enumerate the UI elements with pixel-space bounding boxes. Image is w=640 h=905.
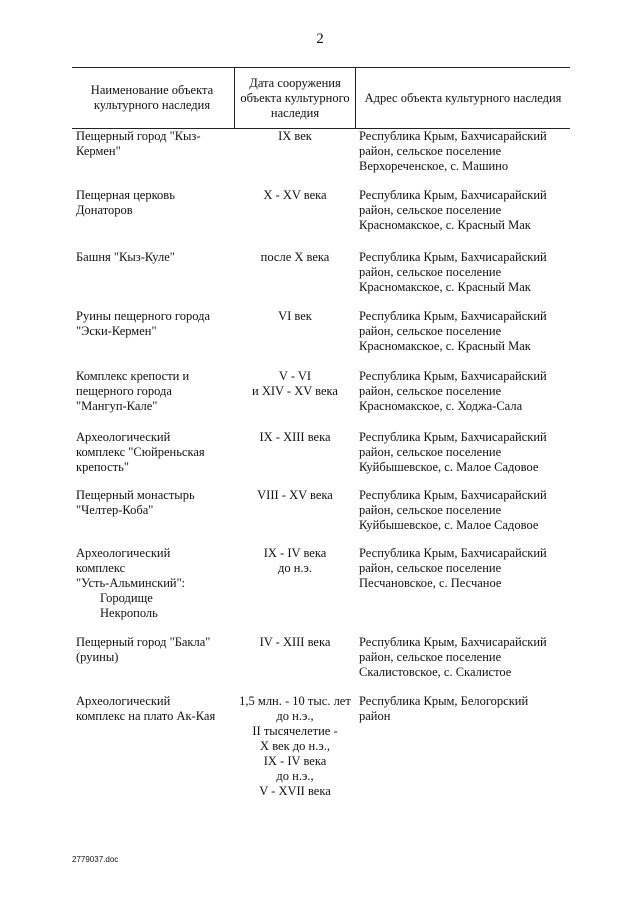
cell-line: Скалистовское, с. Скалистое [359, 665, 512, 679]
document-footer: 2779037.doc [72, 855, 119, 864]
cell-line: X - XV века [263, 188, 327, 202]
construction-date-cell [232, 694, 358, 799]
cell-line: Башня "Кыз-Куле" [76, 250, 175, 264]
cell-line: "Мангуп-Кале" [76, 399, 158, 413]
object-name-cell [76, 635, 226, 665]
construction-date-cell [232, 430, 358, 445]
header-text: Адрес объекта культурного наследия [364, 90, 562, 105]
cell-line: Красномакское, с. Красный Мак [359, 280, 531, 294]
cell-line: Республика Крым, Белогорский [359, 694, 529, 708]
cell-line: Республика Крым, Бахчисарайский [359, 188, 547, 202]
cell-line: пещерного города [76, 384, 172, 398]
address-cell [359, 250, 569, 295]
header-text: Дата сооружения [249, 75, 341, 90]
cell-line: район, сельское поселение [359, 561, 502, 575]
object-name-cell [76, 129, 226, 159]
cell-line: район [359, 709, 391, 723]
header-text: объекта культурного [240, 90, 350, 105]
construction-date-cell [232, 369, 358, 399]
address-cell [359, 694, 569, 724]
cell-line: до н.э. [277, 561, 313, 575]
cell-line: Пещерный город "Бакла" [76, 635, 211, 649]
cell-line: V - VI [278, 369, 312, 383]
cell-line: Археологический [76, 694, 171, 708]
cell-line: Республика Крым, Бахчисарайский [359, 635, 547, 649]
cell-line: 1,5 млн. - 10 тыс. лет [239, 694, 351, 708]
cell-line: VIII - XV века [257, 488, 333, 502]
cell-line: Республика Крым, Бахчисарайский [359, 546, 547, 560]
cell-line: Республика Крым, Бахчисарайский [359, 488, 547, 502]
cell-line: Комплекс крепости и [76, 369, 190, 383]
cell-line: IX - XIII века [259, 430, 331, 444]
cell-line: комплекс "Сюйреньская [76, 445, 205, 459]
cell-line: комплекс на плато Ак-Кая [76, 709, 216, 723]
header-date-column [234, 68, 356, 128]
address-cell [359, 488, 569, 533]
construction-date-cell [232, 488, 358, 503]
cell-line: район, сельское поселение [359, 324, 502, 338]
page-number: 2 [316, 31, 324, 47]
cell-line: Республика Крым, Бахчисарайский [359, 309, 547, 323]
construction-date-cell [232, 546, 358, 576]
header-text: Наименование объекта [90, 83, 214, 97]
cell-line: Донаторов [76, 203, 133, 217]
cell-line: Красномакское, с. Красный Мак [359, 339, 531, 353]
cell-line: район, сельское поселение [359, 445, 502, 459]
cell-line: после X века [260, 250, 330, 264]
address-cell [359, 369, 569, 414]
cell-line: IX - IV века [263, 546, 327, 560]
cell-line: VI век [278, 309, 312, 323]
header-name-column [72, 68, 232, 128]
cell-line: "Эски-Кермен" [76, 324, 157, 338]
cell-line: район, сельское поселение [359, 503, 502, 517]
object-name-cell [76, 309, 226, 339]
object-name-cell [76, 430, 226, 475]
construction-date-cell [232, 309, 358, 324]
cell-line: Красномакское, с. Ходжа-Сала [359, 399, 523, 413]
cell-line: до н.э., [276, 709, 314, 723]
cell-line: район, сельское поселение [359, 650, 502, 664]
construction-date-cell [232, 635, 358, 650]
cell-line: Куйбышевское, с. Малое Садовое [359, 460, 539, 474]
cell-line: IX - IV века [263, 754, 327, 768]
cell-line: Руины пещерного города [76, 309, 211, 323]
address-cell [359, 546, 569, 591]
cell-line: и XIV - XV века [252, 384, 338, 398]
cell-subline: Городище [100, 591, 153, 605]
object-name-cell [76, 369, 226, 414]
cell-subline: Некрополь [100, 606, 158, 620]
cell-line: Археологический [76, 430, 171, 444]
cell-line: (руины) [76, 650, 119, 664]
address-cell [359, 129, 569, 174]
object-name-cell [76, 188, 226, 218]
cell-line: Пещерный монастырь [76, 488, 195, 502]
address-cell [359, 635, 569, 680]
cell-line: Республика Крым, Бахчисарайский [359, 369, 547, 383]
object-name-cell [76, 546, 226, 621]
cell-line: IV - XIII века [259, 635, 331, 649]
address-cell [359, 188, 569, 233]
cell-line: X век до н.э., [260, 739, 330, 753]
construction-date-cell [232, 250, 358, 265]
cell-line: район, сельское поселение [359, 144, 502, 158]
cell-line: Республика Крым, Бахчисарайский [359, 430, 547, 444]
table-header [72, 67, 570, 129]
cell-line: Куйбышевское, с. Малое Садовое [359, 518, 539, 532]
construction-date-cell [232, 129, 358, 144]
cell-line: комплекс [76, 561, 126, 575]
cell-line: район, сельское поселение [359, 265, 502, 279]
cell-line: "Челтер-Коба" [76, 503, 154, 517]
cell-line: Пещерная церковь [76, 188, 175, 202]
address-cell [359, 430, 569, 475]
address-cell [359, 309, 569, 354]
cell-line: Археологический [76, 546, 171, 560]
cell-line: Республика Крым, Бахчисарайский [359, 250, 547, 264]
header-text: наследия [270, 105, 320, 120]
header-address-column [356, 68, 570, 128]
cell-line: район, сельское поселение [359, 384, 502, 398]
cell-line: V - XVII века [259, 784, 331, 798]
object-name-cell [76, 488, 226, 518]
cell-line: крепость" [76, 460, 129, 474]
cell-line: до н.э., [276, 769, 314, 783]
object-name-cell [76, 694, 226, 724]
cell-line: IX век [278, 129, 312, 143]
header-text: культурного наследия [93, 98, 211, 112]
cell-line: Кермен" [76, 144, 121, 158]
cell-line: Песчановское, с. Песчаное [359, 576, 502, 590]
cell-line: Красномакское, с. Красный Мак [359, 218, 531, 232]
cell-line: "Усть-Альминский": [76, 576, 186, 590]
object-name-cell [76, 250, 226, 265]
cell-line: район, сельское поселение [359, 203, 502, 217]
construction-date-cell [232, 188, 358, 203]
cell-line: Верхореченское, с. Машино [359, 159, 509, 173]
cell-line: Республика Крым, Бахчисарайский [359, 129, 547, 143]
cell-line: Пещерный город "Кыз- [76, 129, 201, 143]
cell-line: II тысячелетие - [252, 724, 338, 738]
